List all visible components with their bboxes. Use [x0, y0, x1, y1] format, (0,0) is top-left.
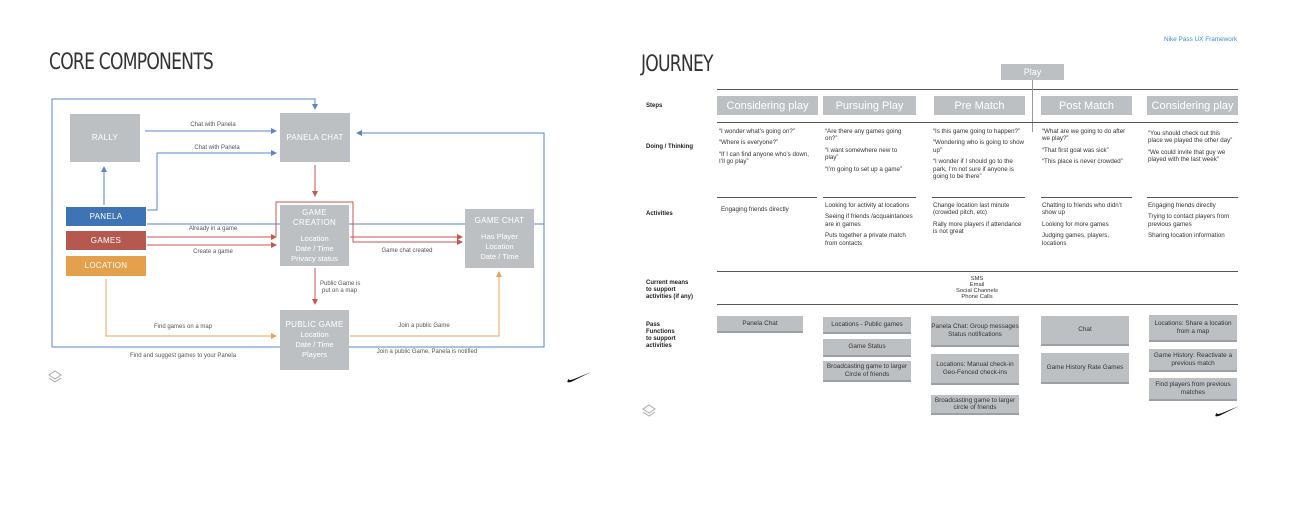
play-label: Play	[1023, 67, 1042, 77]
journey-page	[641, 0, 1310, 526]
edge-label: Game chat created	[381, 248, 433, 254]
edge-label: put on a map	[322, 288, 358, 294]
page-title: CORE COMPONENTS	[49, 50, 214, 75]
edge-label: Chat with Panela	[190, 122, 236, 128]
function-box: Panela Chat	[717, 316, 803, 333]
panela-chat-label: PANELA CHAT	[286, 132, 344, 142]
divider	[823, 197, 916, 198]
public-game-line: Location	[300, 330, 329, 339]
game-creation-line: Privacy status	[291, 253, 338, 263]
game-creation-box	[280, 205, 349, 266]
game-creation-title: GAME CREATION	[292, 207, 337, 227]
divider	[717, 89, 1238, 90]
edge-label: Already in a game	[188, 226, 238, 232]
function-box: Find players from previous matches	[1149, 378, 1237, 401]
game-chat-line: Date / Time	[480, 251, 519, 261]
edge-label: Find and suggest games to your Panela	[129, 353, 237, 359]
panela-chat-box	[280, 113, 350, 162]
game-chat-box	[465, 209, 534, 268]
edge-label: Join a public Game, Panela is notified	[376, 349, 478, 355]
doing-cell: “I wonder what’s going on?” “Where is everyone?” “If I can find anyone who’s down, I’ll go play”	[719, 128, 810, 166]
doing-cell: “You should check out this place we played the other day” “We could invite that guy we played with the last week”	[1148, 130, 1233, 164]
divider	[717, 197, 817, 198]
activities-cell: Engaging friends directly	[721, 206, 789, 213]
function-box: Panela Chat: Group messages Status notifications	[931, 316, 1019, 347]
step-considering-play-2: Considering play	[1147, 96, 1238, 115]
step-considering-play: Considering play	[717, 96, 818, 115]
game-chat-title: GAME CHAT	[474, 215, 525, 225]
location-box	[66, 256, 146, 276]
nike-swoosh-icon	[566, 371, 592, 383]
step-pre-match: Pre Match	[934, 96, 1025, 115]
nike-swoosh-icon	[1214, 405, 1240, 417]
function-box: Broadcasting game to larger Circle of friends	[823, 361, 911, 382]
row-label-activities: Activities	[646, 211, 673, 217]
activities-cell: Change location last minute (crowded pitch, etc) Rally more players if attendance is not great	[933, 202, 1022, 236]
public-game-line: Players	[301, 350, 327, 359]
divider	[932, 197, 1025, 198]
play-divider	[1032, 80, 1033, 132]
function-box: Chat	[1041, 316, 1129, 346]
row-label-steps: Steps	[646, 103, 663, 109]
edge-label: Find games on a map	[153, 324, 213, 330]
doing-cell: “What are we going to do after we play?” “That first goal was sick” “This place is never crowded”	[1042, 128, 1126, 166]
function-box: Broadcasting game to larger circle of friends	[931, 395, 1019, 415]
game-chat-line: Has Player	[481, 231, 518, 241]
game-chat-line: Location	[485, 241, 514, 251]
public-game-line: Date / Time	[295, 340, 334, 349]
divider	[717, 271, 1238, 272]
doing-cell: “Is this game going to happen?” “Wondering who is going to show up” “I wonder if I should go to the park, I’m not sure if anyone is going to be there”	[933, 128, 1025, 181]
public-game-box	[280, 310, 349, 370]
framework-logo-icon	[48, 370, 62, 384]
row-label-doing: Doing / Thinking	[646, 144, 693, 150]
panela-label: PANELA	[89, 211, 123, 221]
divider	[1147, 197, 1238, 198]
game-creation-line: Date / Time	[295, 243, 334, 253]
edge-label: Chat with Panela	[194, 145, 240, 151]
row-label-means: Current means to support activities (if any)	[646, 280, 694, 300]
rally-label: RALLY	[91, 133, 119, 142]
game-creation-line: Location	[300, 233, 329, 243]
games-box	[66, 231, 146, 250]
function-box: Locations: Manual check-in Geo-Fenced check-ins	[931, 354, 1019, 385]
doing-cell: “Are there any games going on?” “I want somewhere new to play” “I’m going to set up a game”	[825, 128, 903, 173]
row-label-functions: Pass Functions to support activities	[646, 322, 676, 349]
function-box: Locations - Public games	[823, 317, 911, 334]
step-pursuing-play: Pursuing Play	[823, 96, 916, 115]
function-box: Game History: Reactivate a previous match	[1149, 349, 1237, 372]
play-header	[1001, 64, 1064, 80]
function-box: Game Status	[823, 339, 911, 357]
step-post-match: Post Match	[1041, 96, 1132, 115]
edge-label: Public Game is	[320, 281, 361, 287]
games-label: GAMES	[90, 235, 122, 245]
rally-box	[70, 114, 140, 162]
function-box: Locations: Share a location from a map	[1149, 315, 1237, 342]
activities-cell: Chatting to friends who didn’t show up Looking for more games Judging games, players, locations	[1042, 202, 1122, 247]
framework-name: Nike Pass UX Framework	[1164, 36, 1238, 43]
edge-label: Join a public Game	[398, 323, 450, 329]
page-title: JOURNEY	[641, 52, 713, 77]
divider	[717, 122, 1238, 123]
public-game-title: PUBLIC GAME	[285, 320, 344, 329]
means-cell: SMS Email Social Channels Phone Calls	[956, 276, 998, 300]
divider	[1041, 197, 1132, 198]
framework-logo-icon	[642, 404, 656, 418]
activities-cell: Engaging friends directly Trying to contact players from previous games Sharing location information	[1148, 202, 1230, 240]
edge-label: Create a game	[193, 249, 233, 255]
location-label: LOCATION	[84, 261, 128, 270]
function-box: Game History Rate Games	[1041, 353, 1129, 384]
panela-box	[66, 207, 146, 226]
divider	[717, 304, 1238, 305]
activities-cell: Looking for activity at locations Seeing if friends /acquaintances are in games Puts together a private match from contacts	[825, 202, 913, 247]
